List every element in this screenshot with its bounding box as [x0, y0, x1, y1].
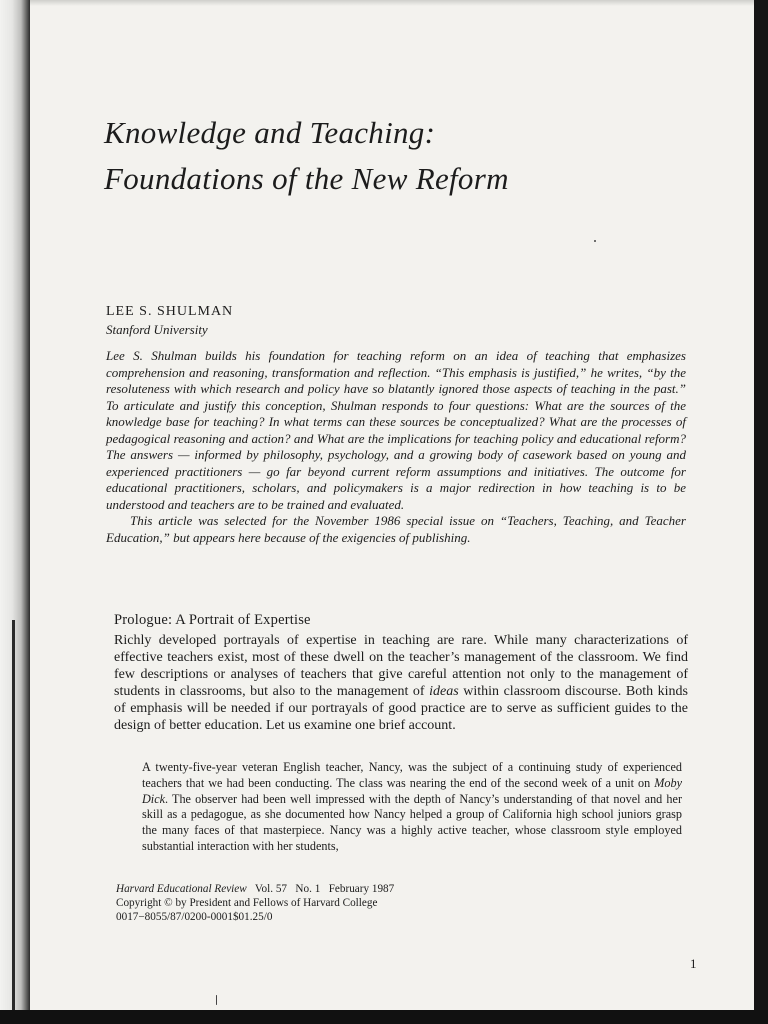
page-top-shadow — [20, 0, 754, 6]
journal-number: No. 1 — [295, 883, 321, 895]
section-heading: Prologue: A Portrait of Expertise — [114, 612, 311, 628]
author-name: LEE S. SHULMAN — [106, 304, 234, 319]
journal-date: February 1987 — [328, 883, 395, 895]
body-text-part-2: within classroom discourse. Both kinds of emphasis will be needed if our portrayals of good practice are to serve as sufficient guides to the design of better education. Let us examine one brief account. — [114, 684, 688, 733]
article-code: 0017−8055/87/0200-0001$01.25/0 — [116, 911, 273, 923]
quote-part-2: . The observer had been well impressed with the depth of Nancy’s understanding of that novel and her skill as a pedagogue, as she documented how Nancy helped a group of California high school juniors grasp the many faces of that masterpiece. Nancy was a highly active teacher, whose classroom style employed substantial interaction with her students, — [142, 791, 682, 853]
paper-page — [20, 0, 754, 1010]
book-binding-shadow — [0, 0, 30, 1024]
abstract-note: This article was selected for the November 1986 special issue on “Teachers, Teaching, and Teacher Education,” but appears here because of the exigencies of publishing. — [106, 513, 686, 545]
quote-part-1: A twenty-five-year veteran English teacher, Nancy, was the subject of a continuing study of experienced teachers that we had been conducting. The class was nearing the end of the second week of a unit on — [142, 760, 682, 790]
body-paragraph — [114, 632, 688, 734]
abstract — [106, 348, 686, 546]
paper-speck — [594, 240, 596, 242]
copyright-line: Copyright © by President and Fellows of Harvard College — [116, 897, 378, 909]
journal-volume: Vol. 57 — [254, 883, 288, 895]
body-text-part-1: Richly developed portrayals of expertise in teaching are rare. While many characterizations of effective teachers exist, most of these dwell on the teacher’s management of the classroom. We find few descriptions or analyses of teachers that give careful attention not only to the management of students in classrooms, but also to the management of — [114, 633, 688, 699]
article-title — [104, 110, 509, 202]
scan-edge-bottom — [0, 1010, 768, 1024]
title-line-2: Foundations of the New Reform — [104, 161, 509, 196]
title-line-1: Knowledge and Teaching: — [104, 115, 436, 150]
quote-emphasis: Moby Dick — [142, 775, 682, 806]
abstract-text: Lee S. Shulman builds his foundation for teaching reform on an idea of teaching that emphasizes comprehension and reasoning, transformation and reflection. “This emphasis is justified,” he writes, “by the resoluteness with which research and policy have so blatantly ignored those aspects of teaching in the past.” To articulate and justify this conception, Shulman responds to four questions: What are the sources of the knowledge base for teaching? In what terms can these sources be conceptualized? What are the processes of pedagogical reasoning and action? and What are the implications for teaching policy and educational reform? The answers — informed by philosophy, psychology, and a growing body of casework based on young and experienced practitioners — go far beyond current reform assumptions and initiatives. The outcome for educational practitioners, scholars, and policymakers is a major redirection in how teaching is to be understood and teachers are to be trained and evaluated. — [106, 348, 686, 512]
scan-edge-right — [754, 0, 768, 1024]
binding-crease — [12, 620, 15, 1024]
page-number: 1 — [690, 956, 697, 971]
citation-footer — [116, 882, 394, 924]
journal-name: Harvard Educational Review — [116, 883, 247, 895]
author-affiliation: Stanford University — [106, 322, 208, 337]
body-text-emphasis: ideas — [429, 684, 459, 699]
paper-speck — [216, 995, 217, 1005]
block-quote — [142, 760, 682, 855]
